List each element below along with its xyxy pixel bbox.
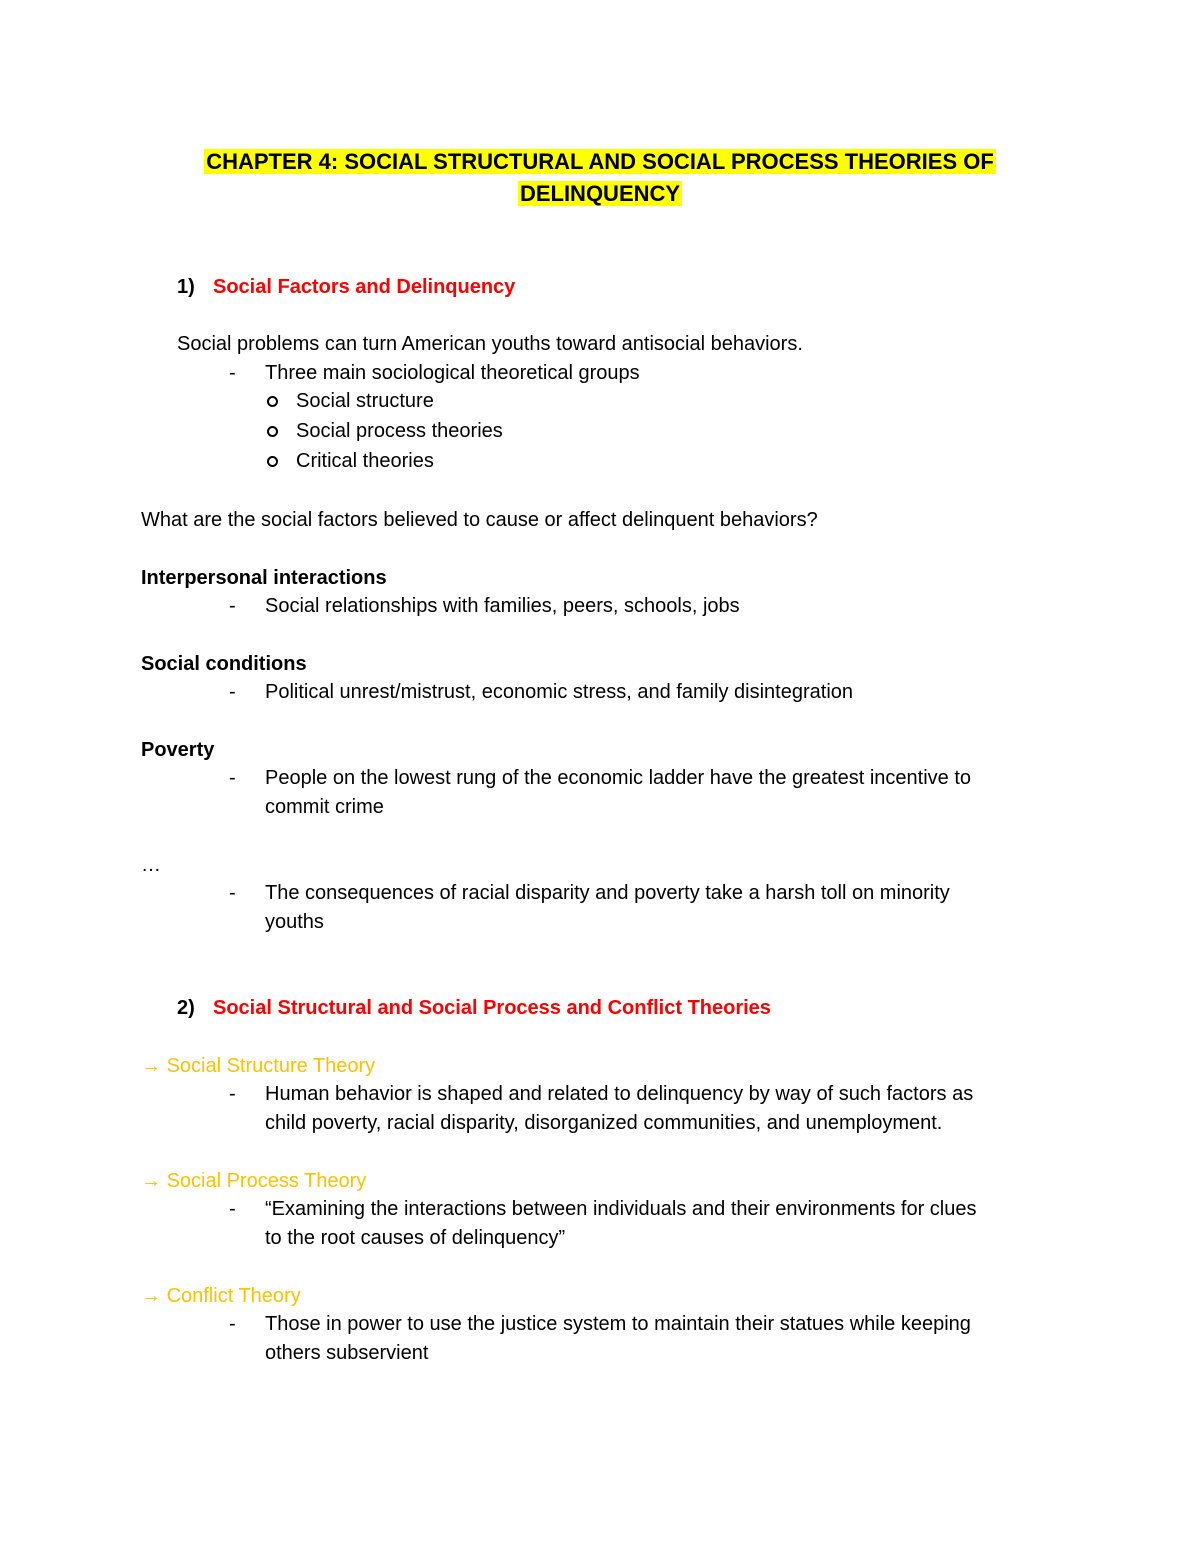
section-1-intro: Social problems can turn American youths toward antisocial behaviors. xyxy=(177,333,803,355)
list-item xyxy=(229,678,853,706)
sub-list-item-text: Critical theories xyxy=(296,450,434,472)
dash-bullet: - xyxy=(229,595,236,617)
arrow-right-icon: → xyxy=(141,1285,161,1307)
social-structure-label xyxy=(141,1052,375,1080)
section-1-title: Social Factors and Delinquency xyxy=(213,276,516,298)
arrow-right-icon: → xyxy=(141,1170,161,1192)
page-title-line-1 xyxy=(0,146,1200,178)
dash-bullet: - xyxy=(229,882,236,904)
list-item xyxy=(229,592,740,620)
dash-bullet: - xyxy=(229,681,236,703)
circle-bullet-icon xyxy=(267,426,278,437)
theory-label: Social Process Theory xyxy=(166,1170,367,1192)
page-title-line-2 xyxy=(0,178,1200,210)
list-item xyxy=(229,359,640,387)
list-item-continuation: commit crime xyxy=(265,796,384,818)
dash-bullet: - xyxy=(229,767,236,789)
section-1-heading xyxy=(177,273,515,301)
theory-label: Social Structure Theory xyxy=(166,1055,376,1077)
conflict-theory-label xyxy=(141,1282,301,1310)
title-highlight-2: DELINQUENCY xyxy=(519,181,681,206)
sub-list-item-text: Social process theories xyxy=(296,420,503,442)
list-item xyxy=(229,1195,977,1223)
sub-list-item xyxy=(267,417,503,445)
section-2-number: 2) xyxy=(177,997,195,1019)
dash-bullet: - xyxy=(229,362,236,384)
ellipsis-label: … xyxy=(141,854,161,876)
sub-list-item-text: Social structure xyxy=(296,390,434,412)
interpersonal-label: Interpersonal interactions xyxy=(141,567,387,589)
list-item-continuation: to the root causes of delinquency” xyxy=(265,1227,566,1249)
conditions-label: Social conditions xyxy=(141,653,307,675)
question-text: What are the social factors believed to cause or affect delinquent behaviors? xyxy=(141,509,818,531)
list-item-continuation: child poverty, racial disparity, disorganized communities, and unemployment. xyxy=(265,1112,943,1134)
section-1-number: 1) xyxy=(177,276,195,298)
list-item-continuation: others subservient xyxy=(265,1342,429,1364)
social-process-label xyxy=(141,1167,366,1195)
list-item-text: “Examining the interactions between individuals and their environments for clues xyxy=(265,1198,977,1220)
title-highlight-1: CHAPTER 4: SOCIAL STRUCTURAL AND SOCIAL PROCESS THEORIES OF xyxy=(206,149,994,174)
section-2-heading xyxy=(177,994,771,1022)
list-item xyxy=(229,879,950,907)
list-item-text: Political unrest/mistrust, economic stress, and family disintegration xyxy=(265,681,854,703)
dash-bullet: - xyxy=(229,1313,236,1335)
list-item-continuation: youths xyxy=(265,911,324,933)
list-item xyxy=(229,764,971,792)
list-item xyxy=(229,1080,973,1108)
sub-list-item xyxy=(267,447,434,475)
sub-list-item xyxy=(267,387,434,415)
theory-label: Conflict Theory xyxy=(166,1285,301,1307)
arrow-right-icon: → xyxy=(141,1055,161,1077)
list-item-text: Three main sociological theoretical groups xyxy=(265,362,640,384)
list-item-text: Human behavior is shaped and related to delinquency by way of such factors as xyxy=(265,1083,974,1105)
list-item-text: Those in power to use the justice system to maintain their statues while keeping xyxy=(265,1313,971,1335)
circle-bullet-icon xyxy=(267,456,278,467)
circle-bullet-icon xyxy=(267,396,278,407)
list-item-text: People on the lowest rung of the economic ladder have the greatest incentive to xyxy=(265,767,972,789)
list-item-text: Social relationships with families, peers, schools, jobs xyxy=(265,595,740,617)
section-2-title: Social Structural and Social Process and Conflict Theories xyxy=(213,997,771,1019)
dash-bullet: - xyxy=(229,1198,236,1220)
list-item xyxy=(229,1310,971,1338)
list-item-text: The consequences of racial disparity and poverty take a harsh toll on minority xyxy=(265,882,950,904)
dash-bullet: - xyxy=(229,1083,236,1105)
poverty-label: Poverty xyxy=(141,739,215,761)
